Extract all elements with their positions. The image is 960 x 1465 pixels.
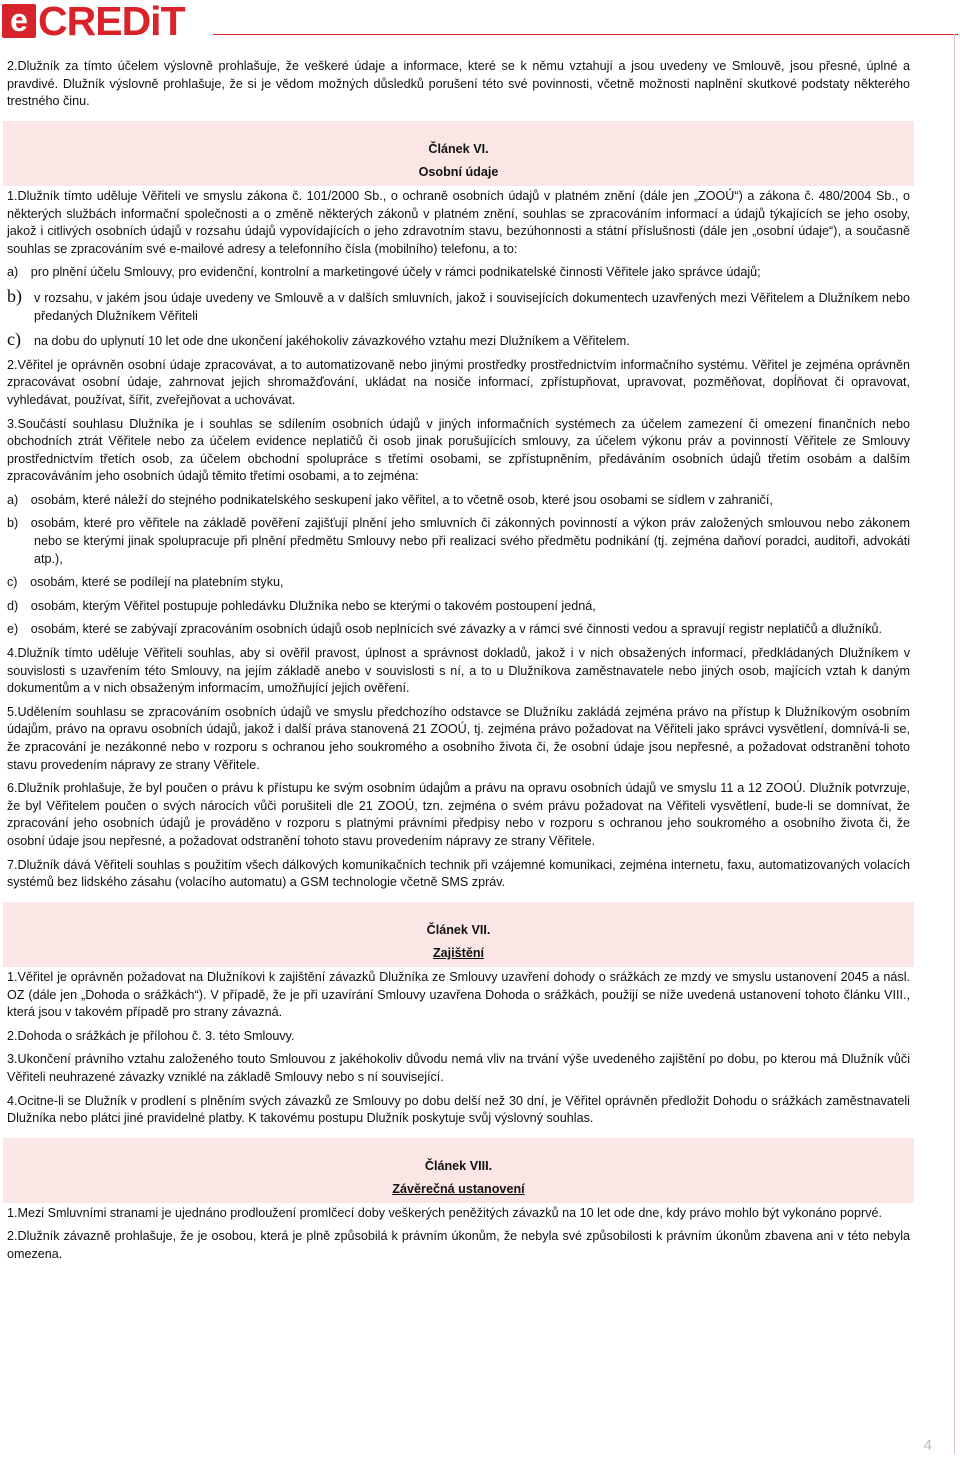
ecredit-logo	[2, 0, 185, 44]
article-vii-title: Článek VII.	[426, 922, 491, 937]
article-vi-p7: 7.Dlužník dává Věřiteli souhlas s použitím všech dálkových komunikačních technik při vzájemné komunikaci, zejména internetu, faxu, automatizovaných volacích systémů bez lidského zásahu (volacího automatu) a GSM technologie včetně SMS zpráv.	[7, 857, 910, 890]
logo-word: CREDiT	[38, 0, 185, 44]
article-viii-heading	[3, 1138, 914, 1203]
article-vii-heading	[3, 902, 914, 967]
article-vii-p2: 2.Dohoda o srážkách je přílohou č. 3. této Smlouvy.	[7, 1028, 295, 1043]
article-viii-p1: 1.Mezi Smluvními stranami je ujednáno prodloužení promlčecí doby veškerých peněžitých závazků na 10 let ode dne, kdy právo mohlo být vykonáno poprvé.	[7, 1205, 883, 1220]
document-body	[7, 58, 910, 1270]
article-vi-p2: 2.Věřitel je oprávněn osobní údaje zpracovávat, a to automatizovaně nebo jinými prostředky prostřednictvím informačního systému. Věřitel je zejména oprávněn zpracovávat osobní údaje, zahrnovat jejich shromažďování, ukládat na nosiče informací, zpřístupňovat, upravovat, pozměňovat, dopĺňovat či opravovat, vyhledávat, používat, šířit, zveřejňovat a uchovávat.	[7, 357, 910, 407]
page-number: 4	[923, 1437, 932, 1454]
article-vii-p4: 4.Ocitne-li se Dlužník v prodlení s plněním svých závazků ze Smlouvy po dobu delší než 30 dní, je Věřitel oprávněn předložit Dohodu o srážkách zaměstnavateli Dlužníka nebo plátci jiné pravidelné platby. K takovému postupu Dlužník poskytuje svůj výslovný souhlas.	[7, 1093, 910, 1126]
article-viii-p2: 2.Dlužník závazně prohlašuje, že je osobou, která je plně způsobilá k právním úkonům, že nebyla své způsobilosti k právním úkonům zbavena ani v této nebyla omezena.	[7, 1229, 910, 1262]
article-vi-p3a: a) osobám, které náleží do stejného podnikatelského seskupení jako věřitel, a to včetně osob, které jsou osobami se sídlem v zahraničí,	[7, 492, 773, 507]
header-rule	[213, 34, 958, 35]
article-viii-subtitle: Závěrečná ustanovení	[392, 1182, 525, 1197]
article-vi-p5: 5.Udělením souhlasu se zpracováním osobních údajů ve smyslu předchozího odstavce se Dlužníku zakládá zejména právo na přístup k Dlužníkovým osobním údajům, právo na opravu osobních údajů, jakož i další práva stanovená 21 ZOOÚ, tj. zejména právo požadovat na Věřiteli jako správci vysvětlení, domnívá-li se, že zpracování je nezákonné nebo v rozporu s ochranou jeho soukromého a osobního života či, že osobní údaje jsou nepřesné, a požadovat odstranění tohoto stavu provedením nápravy ze strany Věřitele.	[7, 704, 910, 772]
list-marker-c: c)	[7, 329, 21, 350]
article-vi-p3: 3.Součástí souhlasu Dlužníka je i souhlas se sdílením osobních údajů v jiných informačních systémech za účelem zamezení či omezení finančních nebo obchodních ztrát Věřitele nebo za účelem evidence neplatičů či osob jinak porušujících smlouvy, za účelem výkonu práv a povinností Věřitele ze Smlouvy prostřednictvím třetích osob, za účelem obchodní spolupráce s třetími osobami, se zpřístupněním, předáváním osobních údajů třetím osobám a dalším zpracováváním jeho osobních údajů těmito třetími osobami, a to zejména:	[7, 416, 910, 484]
article-vi-title: Článek VI.	[428, 141, 489, 156]
article-vii-p1: 1.Věřitel je oprávněn požadovat na Dlužníkovi k zajištění závazků Dlužníka ze Smlouvy uzavření dohody o srážkách ze mzdy ve smyslu ustanovení 2045 a násl. OZ (dále jen „Dohoda o srážkách“). V případě, že je při uzavírání Smlouvy uzavřena Dohoda o srážkách, použijí se níže uvedená ustanovení tohoto článku VIII., která jsou v takovém případě pro strany závazná.	[7, 969, 910, 1020]
logo-e: e	[2, 4, 36, 38]
article-vi-p1c	[7, 331, 910, 351]
article-vi-p1: 1.Dlužník tímto uděluje Věřiteli ve smyslu zákona č. 101/2000 Sb., o ochraně osobních údajů v platném znění (dále jen „ZOOÚ“) a zákona č. 480/2004 Sb., o některých službách informační společnosti a o změně některých zákonů v platném znění, souhlas se zpracováním informací a údajů týkajících se jeho osoby, jakož i citlivých osobních údajů v rozsahu údajů vypovídajících o jeho zdravotním stavu, bezúhonnosti a státní příslušnosti (dále jen „osobní údaje“), a současně souhlas se zpracováním své e-mailové adresy a telefonního čísla (mobilního) telefonu, a to:	[7, 188, 910, 256]
article-vi-p1c-text: na dobu do uplynutí 10 let ode dne ukončení jakéhokoliv závazkového vztahu mezi Dlužníkem a Věřitelem.	[34, 334, 630, 349]
article-vi-p4: 4.Dlužník tímto uděluje Věřiteli souhlas, aby si ověřil pravost, úplnost a správnost dokladů, jakož i v nich obsažených informací, předkládaných Dlužníkem v souvislosti s uzavřením této Smlouvy, na jejím základě anebo v souvislosti s ní, a to u Dlužníkova zaměstnavatele nebo jiných osob, majících vztah k daným dokumentům a v nich obsaženým informacím, umožňující jejich ověření.	[7, 646, 910, 696]
side-rule	[954, 34, 955, 1454]
article-vi-heading	[3, 121, 914, 186]
article-vi-p3d: d) osobám, kterým Věřitel postupuje pohledávku Dlužníka nebo se kterými o takovém postoupení jedná,	[7, 598, 596, 613]
article-vi-subtitle: Osobní údaje	[418, 165, 499, 180]
article-vi-p3b: b) osobám, které pro věřitele na základě pověření zajišťují plnění jeho smluvních či zákonných povinností a výkon práv založených smlouvou nebo zákonem nebo se kterými jinak spolupracuje při plnění předmětu Smlouvy nebo při realizaci svého předmětu podnikání (tj. zejména daňoví poradci, auditoři, advokáti atp.),	[7, 516, 910, 566]
article-vi-p1b-text: v rozsahu, v jakém jsou údaje uvedeny ve Smlouvě a v dalších smluvních, jakož i souvisejících dokumentech uzavřených mezi Věřitelem a Dlužníkem nebo předaných Dlužníkem Věřiteli	[34, 290, 910, 323]
article-vii-subtitle: Zajištění	[432, 946, 485, 961]
article-vi-p6: 6.Dlužník prohlašuje, že byl poučen o právu k přístupu ke svým osobním údajům a právu na opravu osobních údajů ve smyslu 11 a 12 ZOOÚ. Dlužník potvrzuje, že byl Věřitelem poučen o svých nárocích vůči porušiteli dle 21 ZOOÚ, tzn. zejména o svém právu požadovat na Věřiteli vysvětlení, bude-li se domnívat, že zpracování jeho osobních údajů je prováděno v rozporu s platnými právními předpisy nebo v rozporu s ochranou jeho soukromého a osobního života či, že osobní údaje jsou nepřesné, a požadovat odstranění tohoto stavu provedením nápravy ze strany Věřitele.	[7, 781, 910, 848]
header	[0, 0, 960, 45]
article-vi-p3c: c) osobám, které se podílejí na platebním styku,	[7, 575, 284, 590]
article-viii-title: Článek VIII.	[424, 1158, 493, 1173]
list-marker-b: b)	[7, 285, 22, 306]
intro-paragraph: 2.Dlužník za tímto účelem výslovně prohlašuje, že veškeré údaje a informace, které se k němu vztahují a jsou uvedeny ve Smlouvě, jsou přesné, úplné a pravdivé. Dlužník výslovně prohlašuje, že si je vědom možných důsledků porušení této své povinnosti, včetně možnosti naplnění skutkové podstaty některého trestného činu.	[7, 59, 910, 109]
article-vi-p3e: e) osobám, které se zabývají zpracováním osobních údajů osob neplnících své závazky a v rámci své činnosti vedou a spravují registr neplatičů a dlužníků.	[7, 622, 883, 637]
article-vi-p1a: a) pro plnění účelu Smlouvy, pro evidenční, kontrolní a marketingové účely v rámci podnikatelské činnosti Věřitele jako správce údajů;	[7, 265, 761, 280]
article-vi-p1b	[7, 285, 910, 325]
article-vii-p3: 3.Ukončení právního vztahu založeného touto Smlouvou z jakéhokoliv důvodu nemá vliv na trvání výše uvedeného zajištění po dobu, po kterou má Dlužník vůči Věřiteli neuhrazené závazky vzniklé na základě Smlouvy nebo s ní související.	[7, 1052, 910, 1084]
